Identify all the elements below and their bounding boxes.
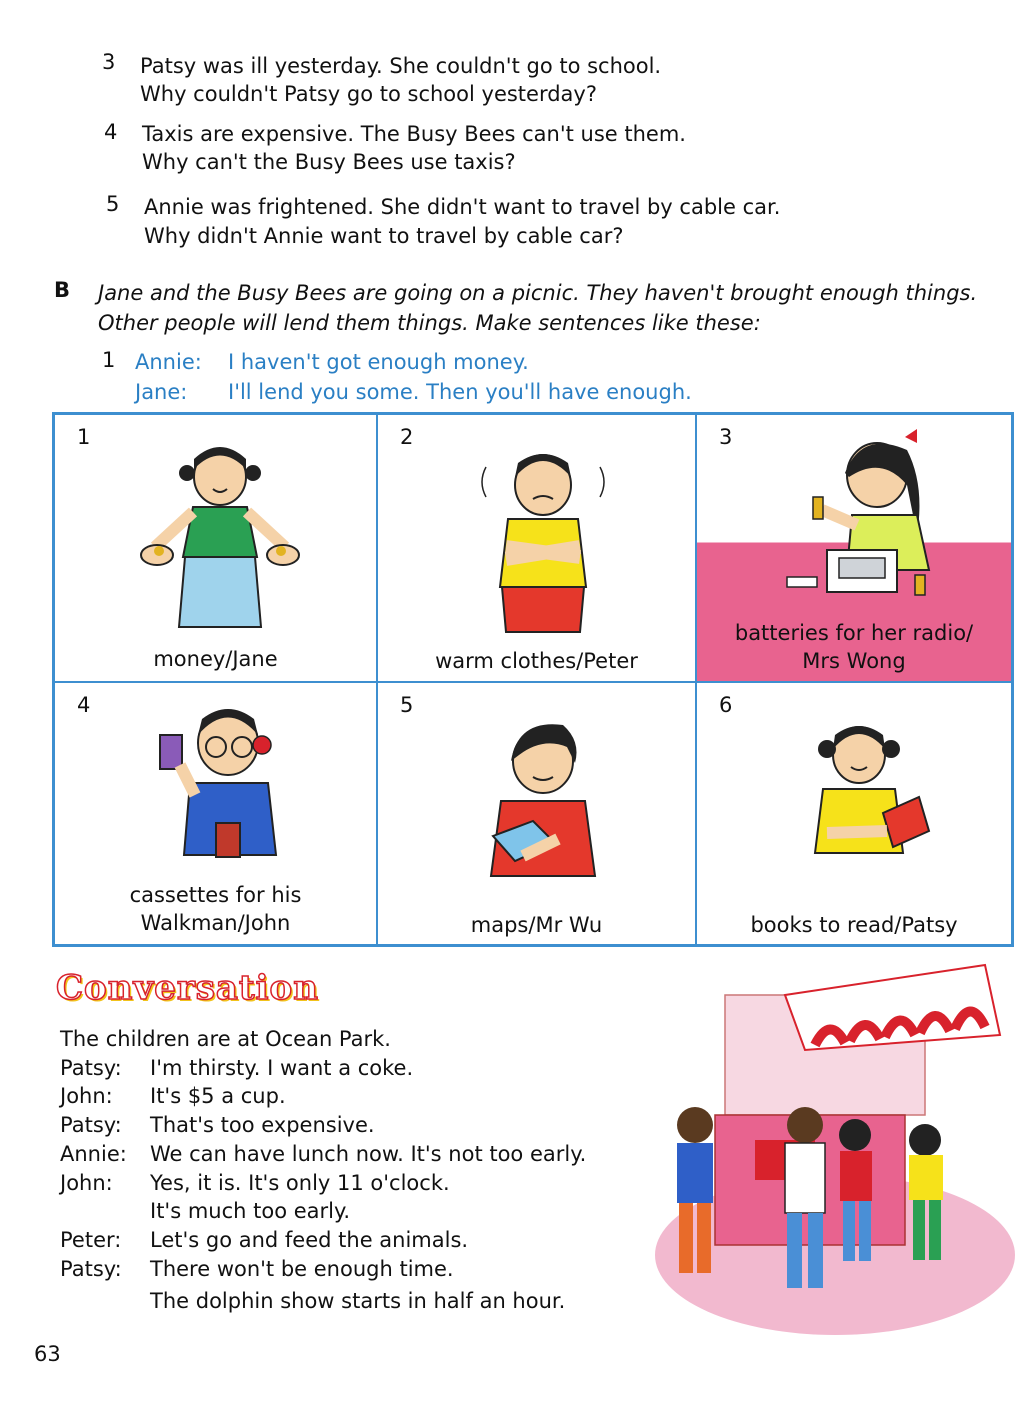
- cell-number: 4: [77, 693, 91, 717]
- grid-cell-5: [377, 682, 696, 945]
- picture-grid: [52, 412, 1014, 947]
- cell-number: 6: [719, 693, 733, 717]
- example-speaker: Annie:: [135, 350, 202, 374]
- man-with-maps-illustration: [463, 711, 623, 901]
- speaker-label: Patsy:: [60, 1113, 122, 1137]
- cell-caption-line-1: cassettes for his: [129, 883, 302, 907]
- exercise-number: 5: [106, 192, 120, 216]
- utterance: It's much too early.: [150, 1199, 351, 1223]
- cell-number: 1: [77, 425, 91, 449]
- speaker-label: Patsy:: [60, 1257, 122, 1281]
- utterance: It's $5 a cup.: [150, 1084, 286, 1108]
- grid-cell-1: [54, 414, 377, 682]
- exercise-statement: Patsy was ill yesterday. She couldn't go to school.: [140, 54, 662, 78]
- girl-with-book-illustration: [787, 713, 937, 893]
- girl-with-coins-illustration: [135, 437, 305, 637]
- utterance: Yes, it is. It's only 11 o'clock.: [150, 1171, 450, 1195]
- exercise-number: 4: [104, 120, 118, 144]
- grid-cell-3: [696, 414, 1012, 682]
- page-number: 63: [34, 1342, 61, 1366]
- cell-number: 2: [400, 425, 414, 449]
- cell-caption-line-2: Mrs Wong: [802, 649, 906, 673]
- girl-with-radio-illustration: [767, 425, 977, 610]
- speaker-label: Patsy:: [60, 1056, 122, 1080]
- shivering-boy-illustration: [468, 437, 618, 637]
- utterance: The dolphin show starts in half an hour.: [150, 1289, 566, 1313]
- exercise-question: Why couldn't Patsy go to school yesterday?: [140, 82, 597, 106]
- conversation-intro: The children are at Ocean Park.: [60, 1027, 391, 1051]
- exercise-question: Why can't the Busy Bees use taxis?: [142, 150, 516, 174]
- exercise-statement: Annie was frightened. She didn't want to travel by cable car.: [144, 195, 781, 219]
- grid-cell-6: [696, 682, 1012, 945]
- example-text: I haven't got enough money.: [228, 350, 529, 374]
- cell-caption-line-1: batteries for her radio/: [734, 621, 974, 645]
- grid-cell-4: [54, 682, 377, 945]
- ocean-park-kiosk-illustration: [655, 955, 1015, 1340]
- exercise-statement: Taxis are expensive. The Busy Bees can't use them.: [142, 122, 686, 146]
- cell-caption-line-2: Walkman/John: [140, 911, 291, 935]
- utterance: There won't be enough time.: [150, 1257, 454, 1281]
- example-number: 1: [102, 348, 116, 372]
- speaker-label: John:: [60, 1084, 113, 1108]
- section-b-instruction: Jane and the Busy Bees are going on a picnic. They haven't brought enough things. Other people will lend them things. Make sentences like these:: [98, 281, 978, 335]
- utterance: I'm thirsty. I want a coke.: [150, 1056, 414, 1080]
- exercise-number: 3: [102, 50, 116, 74]
- utterance: We can have lunch now. It's not too early.: [150, 1142, 587, 1166]
- example-speaker: Jane:: [135, 380, 188, 404]
- cell-number: 5: [400, 693, 414, 717]
- cell-number: 3: [719, 425, 733, 449]
- cell-caption: warm clothes/Peter: [435, 649, 638, 673]
- exercise-question: Why didn't Annie want to travel by cable car?: [144, 224, 624, 248]
- speaker-label: Peter:: [60, 1228, 122, 1252]
- utterance: Let's go and feed the animals.: [150, 1228, 469, 1252]
- example-text: I'll lend you some. Then you'll have enough.: [228, 380, 692, 404]
- conversation-title: Conversation: [56, 968, 319, 1008]
- speaker-label: John:: [60, 1171, 113, 1195]
- boy-with-cassette-illustration: [150, 695, 300, 880]
- utterance: That's too expensive.: [150, 1113, 375, 1137]
- cell-caption: money/Jane: [153, 647, 278, 671]
- speaker-label: Annie:: [60, 1142, 127, 1166]
- cell-caption: maps/Mr Wu: [470, 913, 603, 937]
- grid-cell-2: [377, 414, 696, 682]
- cell-caption: books to read/Patsy: [750, 913, 958, 937]
- section-b-label: B: [54, 278, 71, 302]
